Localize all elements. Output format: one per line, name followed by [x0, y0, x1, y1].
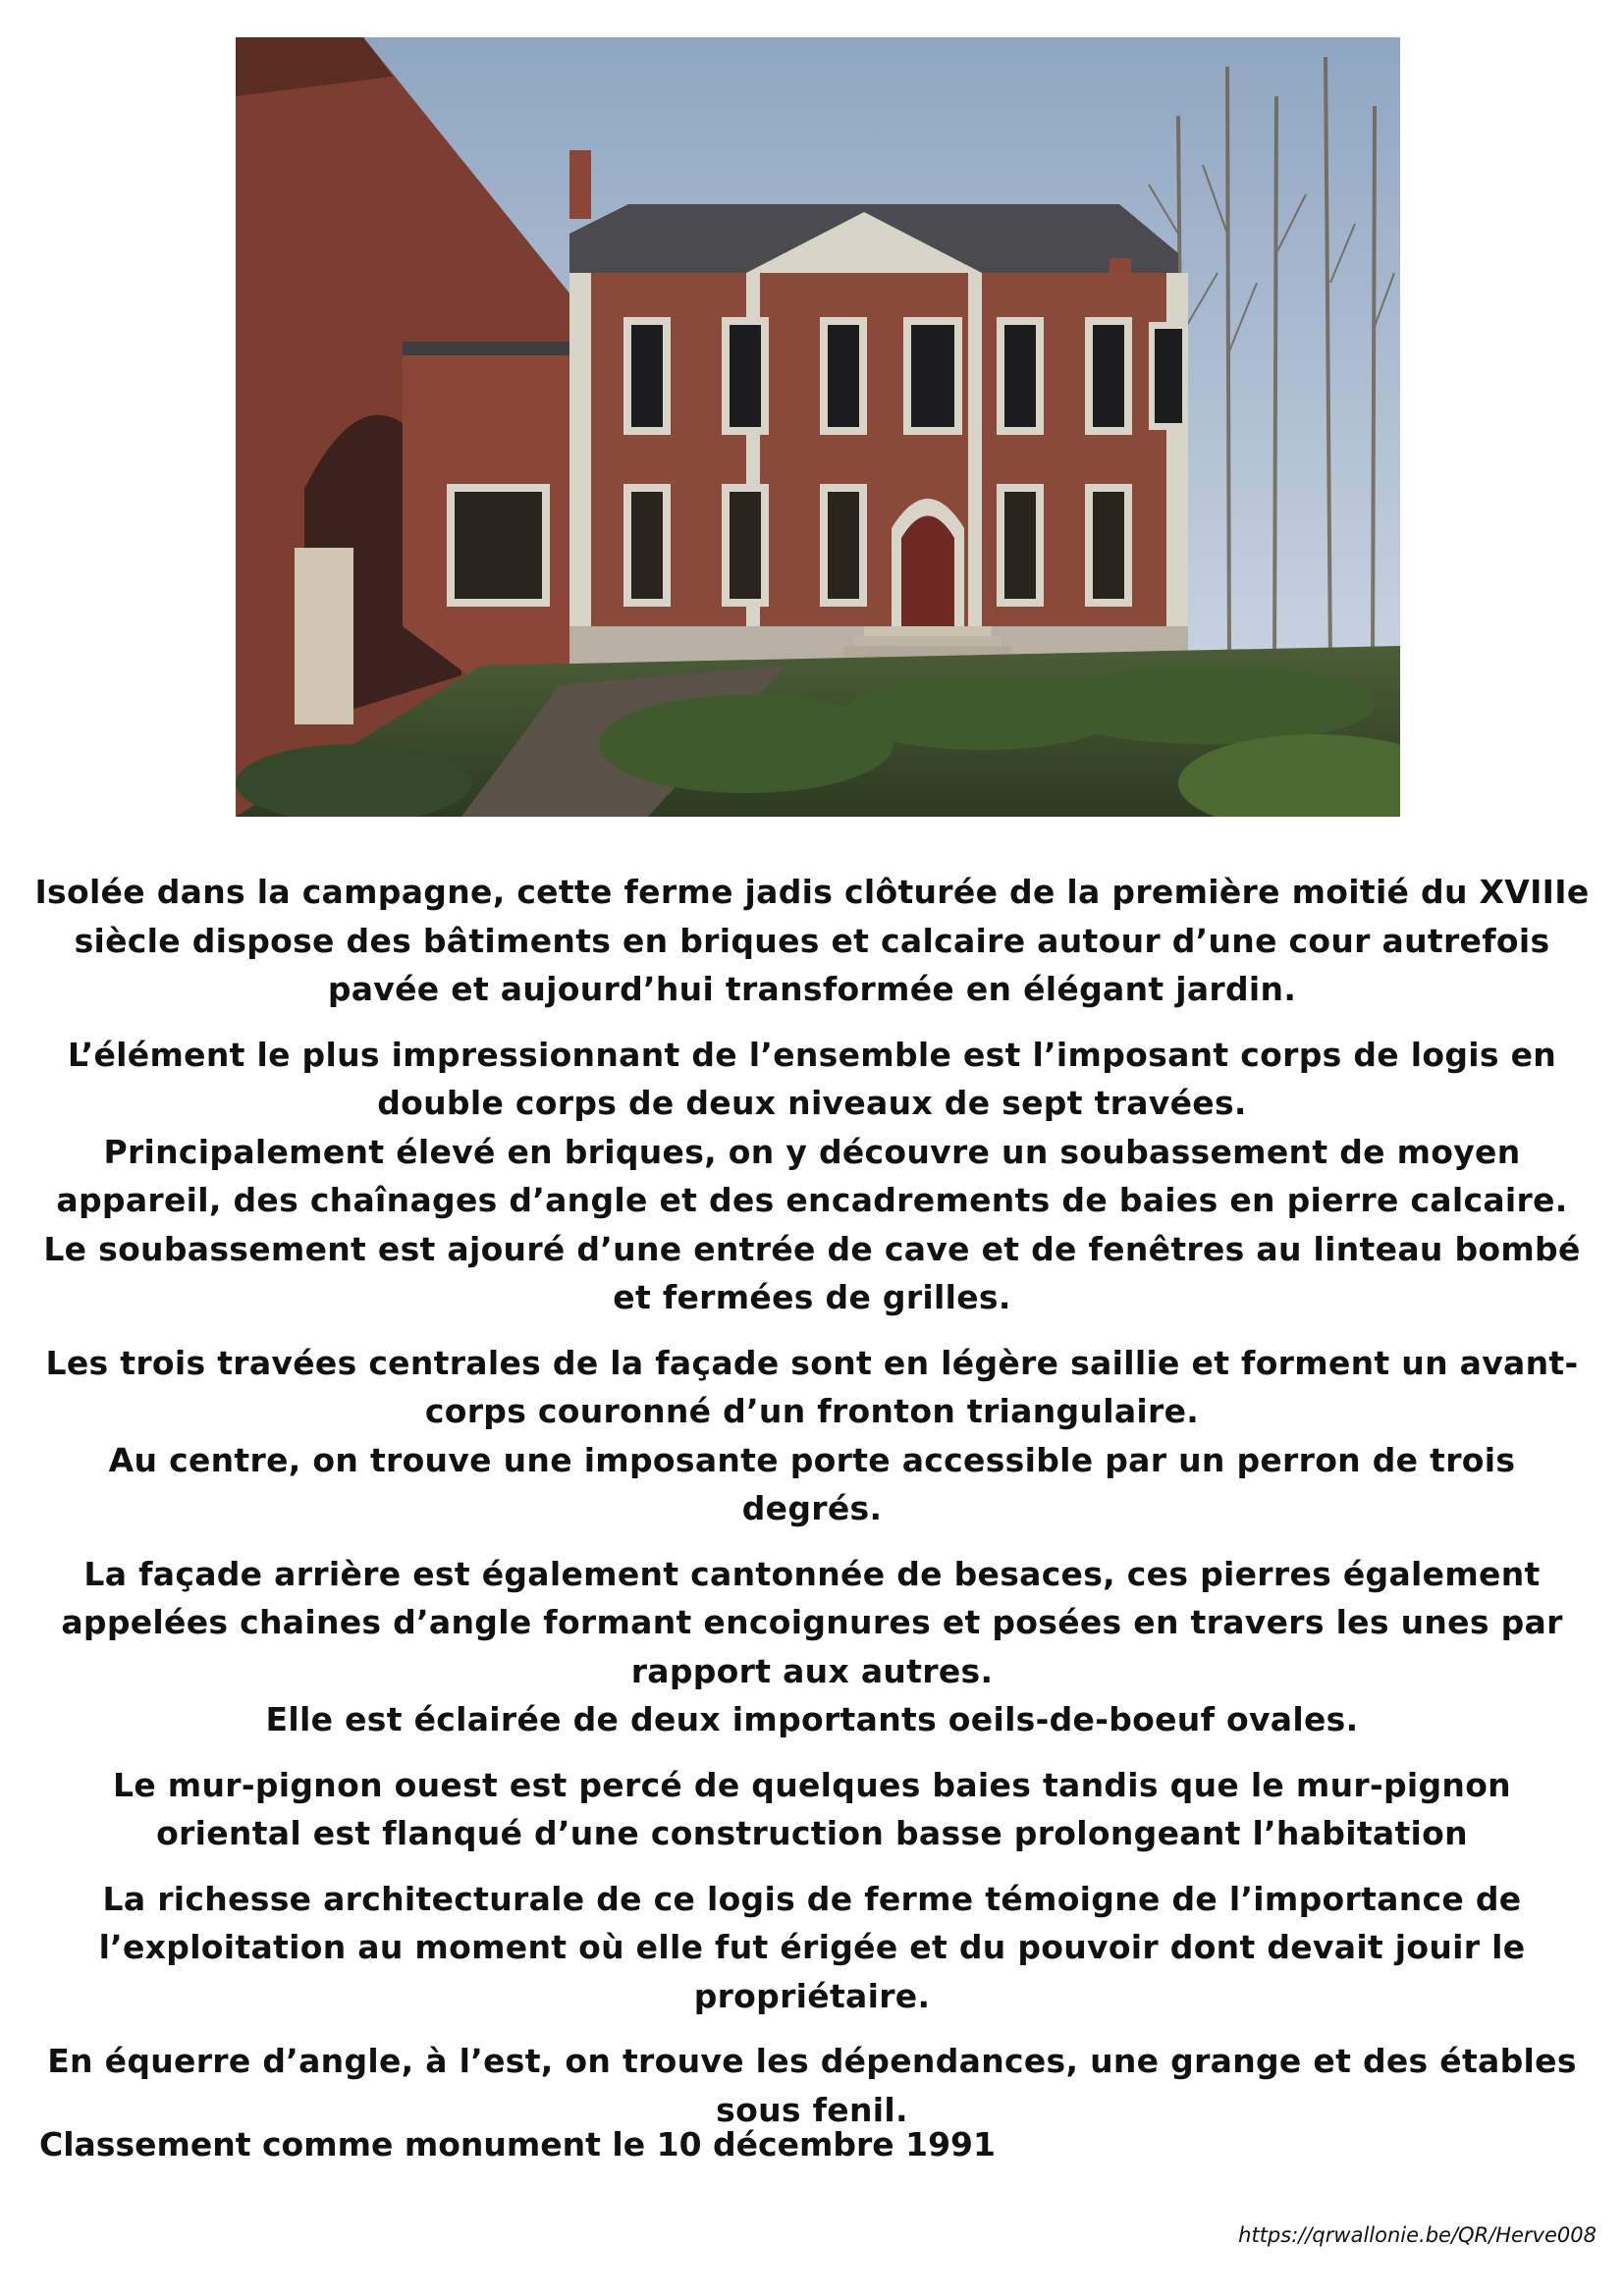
text-line: propriétaire. — [693, 1976, 931, 2015]
paragraph — [29, 1339, 1595, 1533]
text-line: L’élément le plus impressionnant de l’ensemble est l’imposant corps de logis en — [67, 1035, 1557, 1074]
text-line: La richesse architecturale de ce logis de ferme témoigne de l’importance de — [102, 1879, 1522, 1918]
text-line: sous fenil. — [716, 2090, 908, 2129]
paragraph — [29, 1761, 1595, 1858]
text-line: corps couronné d’un fronton triangulaire. — [424, 1392, 1200, 1430]
text-line: Les trois travées centrales de la façade sont en légère saillie et forment un avant- — [45, 1343, 1579, 1382]
text-line: siècle dispose des bâtiments en briques et calcaire autour d’une cour autrefois — [74, 921, 1550, 960]
source-url-link[interactable]: https://qrwallonie.be/QR/Herve008 — [1238, 2223, 1597, 2247]
farmhouse-illustration — [236, 37, 1400, 817]
paragraph — [29, 868, 1595, 1014]
text-line: oriental est flanqué d’une construction basse prolongeant l’habitation — [156, 1814, 1468, 1852]
text-line: appareil, des chaînages d’angle et des encadrements de baies en pierre calcaire. — [56, 1181, 1568, 1219]
text-line: et fermées de grilles. — [613, 1278, 1011, 1316]
text-line: degrés. — [741, 1489, 883, 1527]
text-line: Le mur-pignon ouest est percé de quelques baies tandis que le mur-pignon — [113, 1765, 1511, 1804]
text-line: double corps de deux niveaux de sept travées. — [377, 1084, 1247, 1122]
text-line: l’exploitation au moment où elle fut érigée et du pouvoir dont devait jouir le — [98, 1928, 1526, 1966]
text-line: Isolée dans la campagne, cette ferme jadis clôturée de la première moitié du XVIIIe — [34, 873, 1590, 911]
text-line: rapport aux autres. — [630, 1651, 994, 1690]
classement-text: Classement comme monument le 10 décembre 1991 — [39, 2125, 996, 2163]
main-door — [892, 499, 964, 626]
text-line: pavée et aujourd’hui transformée en élégant jardin. — [327, 970, 1297, 1008]
text-line: appelées chaines d’angle formant encoignures et posées en travers les unes par — [61, 1603, 1563, 1641]
description-text — [29, 868, 1595, 2151]
text-line: Principalement élevé en briques, on y découvre un soubassement de moyen — [103, 1132, 1521, 1171]
paragraph — [29, 1031, 1595, 1322]
text-line: Au centre, on trouve une imposante porte accessible par un perron de trois — [108, 1440, 1516, 1479]
paragraph — [29, 1550, 1595, 1744]
text-line: En équerre d’angle, à l’est, on trouve les dépendances, une grange et des étables — [47, 2042, 1577, 2080]
paragraph — [29, 1875, 1595, 2021]
farmhouse-photo — [236, 37, 1400, 817]
text-line: Elle est éclairée de deux importants oeils-de-boeuf ovales. — [265, 1700, 1359, 1738]
text-line: La façade arrière est également cantonnée de besaces, ces pierres également — [83, 1554, 1541, 1593]
text-line: Le soubassement est ajouré d’une entrée de cave et de fenêtres au linteau bombé — [43, 1229, 1581, 1268]
